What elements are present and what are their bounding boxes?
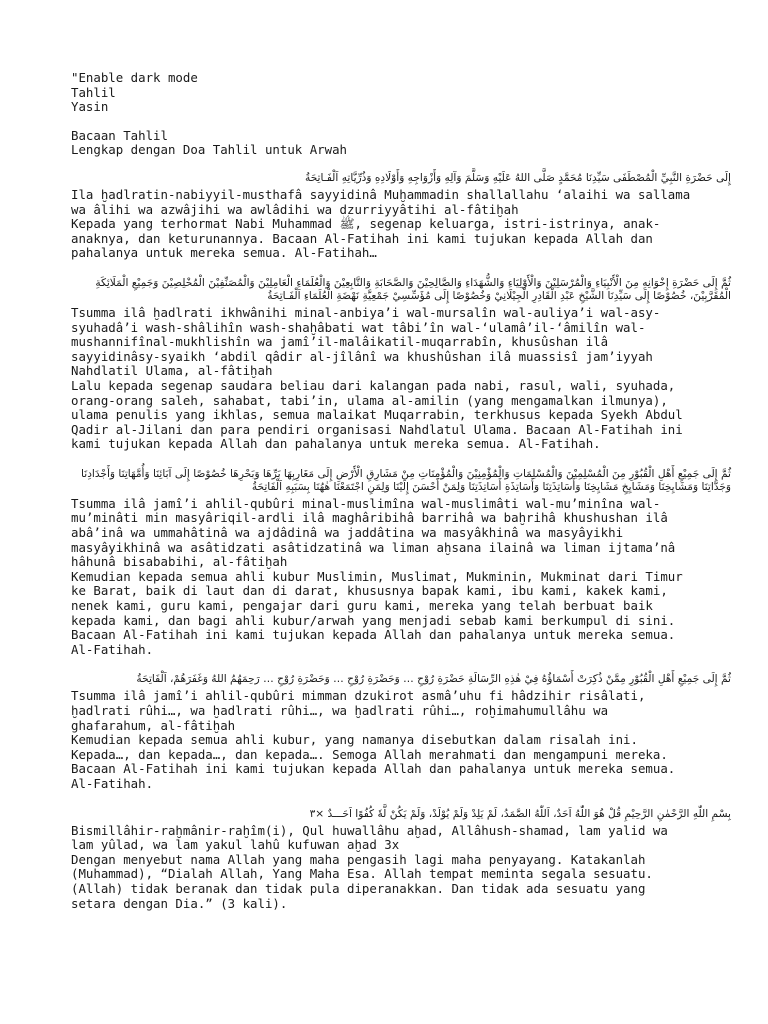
indonesian-translation: Dengan menyebut nama Allah yang maha pengasih lagi maha penyayang. Katakanlah (Muhammad), “Dialah Allah, Yang Maha Esa. Allah tempat meminta segala sesuatu. (Allah) tidak beranak dan tidak pula diperanakkan. Dan tidak ada sesuatu yang setara dengan Dia.” (3 kali).	[71, 851, 653, 911]
arabic-text: ثُمَّ إِلَى جَمِيْعِ أَهْلِ الْقُبُوْرِ مِمَّنْ ذُكِرَتْ أَسْمَاؤُهُ فِيْ هٰذِهِ الرِّسَالَةِ حَضْرَةِ رُوْحِ … وَحَضْرَةِ رُوْحِ … وَحَضْرَةِ رُوْحِ … رَحِمَهُمُ اللهُ وَغَفَرَهُمْ، اَلْفَاتِحَةُ	[136, 673, 731, 686]
header-block	[71, 71, 731, 115]
arabic-text: ثُمَّ إِلَى جَمِيْعِ أَهْلِ الْقُبُوْرِ مِنَ الْمُسْلِمِيْنَ وَالْمُسْلِمَاتِ وَالْمُؤْمِنِيْنَ وَالْمُؤْمِنَاتِ مِنْ مَشَارِقِ الْأَرْضِ إِلَى مَغَارِبِهَا بَرِّهَا وَبَحْرِهَا خُصُوْصًا إِلَى آبَائِنَا وَأُمَّهَاتِنَا وَأَجْدَادِنَا وَجَدَّاتِنَا وَمَشَايِخِنَا وَمَشَايِخِ مَشَايِخِنَا وَأَسَاتِذَتِنَا وَأَسَاتِذَةِ أَسَاتِذَتِنَا وَلِمَنْ أَحْسَنَ إِلَيْنَا وَلِمَنِ اجْتَمَعْنَا هٰهُنَا بِسَبَبِهِ اَلْفَاتِحَةُ	[77, 467, 731, 493]
title-line: Bacaan Tahlil	[71, 127, 168, 143]
indonesian-translation: Kemudian kepada semua ahli kubur Muslimin, Muslimat, Mukminin, Mukminat dari Timur ke Barat, baik di laut dan di darat, khususnya bapak kami, ibu kami, kakek kami, nenek kami, guru kami, pengajar dari guru kami, mereka yang telah berbuat baik kepada kami, dan bagi ahli kubur/arwah yang menjadi sebab kami berkumpul di sini. Bacaan Al-Fatihah ini kami tujukan kepada Allah dan pahalanya untuk mereka semua. Al-Fatihah.	[71, 568, 683, 657]
indonesian-translation: Lalu kepada segenap saudara beliau dari kalangan pada nabi, rasul, wali, syuhada, orang-orang saleh, sahabat, tabi’in, ulama al-amilin (yang mengamalkan ilmunya), ulama penulis yang ikhlas, semua malaikat Muqarrabin, terkhusus kepada Syekh Abdul Qadir al-Jilani dan para pendiri organisasi Nahdlatul Ulama. Bacaan Al-Fatihah ini kami tujukan kepada Allah dan pahalanya untuk mereka semua. Al-Fatihah.	[71, 377, 683, 452]
section-1	[71, 172, 731, 261]
header-line-tahlil: Tahlil	[71, 84, 116, 100]
arabic-text: ثُمَّ إِلَى حَضْرَةِ إِخْوَانِهِ مِنَ الْأَنْبِيَاءِ وَالْمُرْسَلِيْنَ وَالْأَوْلِيَاءِ وَالشُّهَدَاءِ وَالصَّالِحِيْنَ وَالصَّحَابَةِ وَالتَّابِعِيْنَ وَالْعُلَمَاءِ الْعَامِلِيْنَ وَالْمُصَنِّفِيْنَ الْمُخْلِصِيْنَ وَجَمِيْعِ الْمَلَائِكَةِ الْمُقَرَّبِيْنَ، خُصُوْصًا إِلَى سَيِّدِنَا الشَّيْخِ عَبْدِ الْقَادِرِ الْجِيْلَانِيْ وَخُصُوْصًا إِلَى مُؤَسِّسِيْ جَمْعِيَّةِ نَهْضَةِ الْعُلَمَاءِ اَلْفَـاتِحَةُ	[91, 276, 731, 302]
document-page	[71, 71, 731, 911]
latin-transliteration: Tsumma ilâ jamî’i ahlil-qubûri minal-muslimîna wal-muslimâti wal-mu’minîna wal- mu’minâti min masyâriqil-ardli ilâ maghâribihâ barrihâ wa baḫrihâ khushushan ilâ abâ’inâ wa ummahâtinâ wa ajdâdinâ wa jaddâtina wa masyâkhinâ wa masyâyikhi masyâyikhinâ wa asâtidzati asâtidzatinâ wa liman aḫsana ilainâ wa liman ijtama’nâ hâhunâ bisababihi, al-fâtiḫah	[71, 495, 676, 570]
section-2	[71, 277, 731, 452]
header-line-dark-mode: "Enable dark mode	[71, 70, 198, 85]
latin-transliteration: Tsumma ilâ ḫadlrati ikhwânihi minal-anbiya’i wal-mursalîn wal-auliya’i wal-asy- syuhadâ’i wash-shâlihîn wash-shaḫâbati wat tâbi’în wal-‘ulamâ’il-‘âmilîn wal- mushannifînal-mukhlishîn wa jamî’il-malâikatil-muqarrabîn, khusûshan ilâ sayyidinâsy-syaikh ‘abdil qâdir al-jîlânî wa khushûshan ilâ muassisî jam’iyyah Nahdlatil Ulama, al-fâtiḫah	[71, 304, 661, 379]
arabic-text: بِسْمِ اللّٰهِ الرَّحْمٰنِ الرَّحِيْمِ قُلْ هُوَ اللّٰهُ اَحَدٌ، اَللّٰهُ الصَّمَدُ، لَمْ يَلِدْ وَلَمْ يُوْلَدْ، وَلَمْ يَكُنْ لَّهٗ كُفُوًا اَحَـــدٌ ×٣	[309, 807, 731, 820]
latin-transliteration: Ila ḫadlratin-nabiyyil-musthafâ sayyidinâ Muḫammadin shallallahu ‘alaihi wa sallama wa âlihi wa azwâjihi wa awlâdihi wa dzurriyyâtihi al-fâtiḫah	[71, 186, 691, 217]
subtitle-line: Lengkap dengan Doa Tahlil untuk Arwah	[71, 142, 348, 158]
section-3	[71, 468, 731, 658]
latin-transliteration: Tsumma ilâ jamî’i ahlil-qubûri mimman dzukirot asmâ’uhu fi hâdzihir risâlati, ḫadlrati rûhi…, wa ḫadlrati rûhi…, wa ḫadlrati rûhi…, roḫimahumullâhu wa ghafarahum, al-fâtiḫah	[71, 688, 646, 733]
section-4	[71, 673, 731, 791]
indonesian-translation: Kemudian kepada semua ahli kubur, yang namanya disebutkan dalam risalah ini. Kepada…, dan kepada…, dan kepada…. Semoga Allah merahmati dan mengampuni mereka. Bacaan Al-Fatihah ini kami tujukan kepada Allah dan pahalanya untuk mereka semua. Al-Fatihah.	[71, 732, 676, 791]
header-line-yasin: Yasin	[71, 99, 109, 115]
arabic-text: إِلَى حَضْرَةِ النَّبِيِّ الْمُصْطَفَى سَيِّدِنَا مُحَمَّدٍ صَلَّى اللهُ عَلَيْهِ وَسَلَّمَ وَآلِهِ وَأَزْوَاجِهِ وَأَوْلَادِهِ وَذُرِّيَّاتِهِ اَلْفَـاتِحَةُ	[305, 171, 731, 184]
latin-transliteration: Bismillâhir-raḫmânir-raḫîm(i), Qul huwallâhu aḫad, Allâhush-shamad, lam yalid wa lam yûlad, wa lam yakul lahû kufuwan aḫad 3x	[71, 822, 668, 853]
indonesian-translation: Kepada yang terhormat Nabi Muhammad ﷺ, segenap keluarga, istri-istrinya, anak- anaknya, dan keturunannya. Bacaan Al-Fatihah ini kami tujukan kepada Allah dan pahalanya untuk mereka semua. Al-Fatihah…	[71, 216, 661, 261]
section-5	[71, 808, 731, 912]
title-block	[71, 129, 731, 158]
